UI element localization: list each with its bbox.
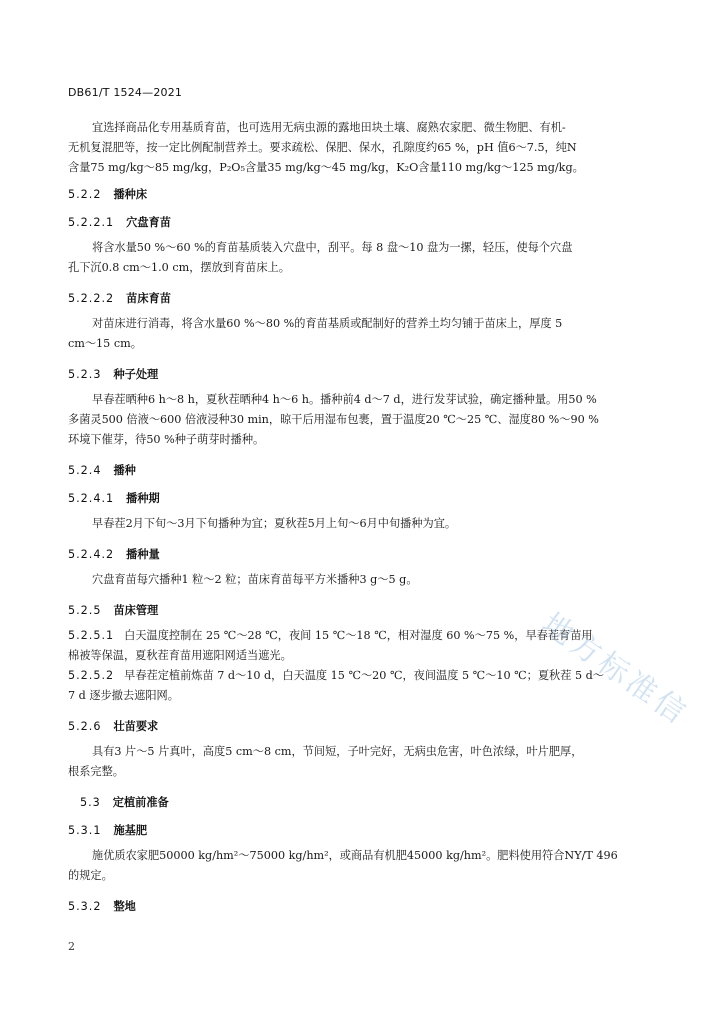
clause-number: 5.2.5.2 (68, 669, 115, 682)
section-number: 5.2.6 (68, 720, 102, 733)
section-title: 穴盘育苗 (126, 216, 171, 229)
section-heading-5-2-4 (68, 462, 136, 478)
paragraph-line: 的规定。 (68, 869, 113, 882)
section-heading-5-2-2 (68, 186, 147, 202)
paragraph-line: cm～15 cm。 (68, 337, 142, 350)
section-heading-5-2-4-1 (68, 490, 160, 506)
paragraph-line: 根系完整。 (68, 765, 124, 778)
paragraph-5-2-4-2 (68, 570, 640, 590)
paragraph-line: 多菌灵500 倍液～600 倍液浸种30 min，晾干后用湿布包裹，置于温度20 ℃～25 ℃、湿度80 %～90 % (68, 413, 599, 426)
intro-line: 无机复混肥等，按一定比例配制营养土。要求疏松、保肥、保水，孔隙度约65 %，pH 值6～7.5，纯N (68, 141, 577, 154)
section-heading-5-2-5 (68, 602, 158, 618)
section-number: 5.3.2 (68, 900, 102, 913)
paragraph-5-2-2-1 (68, 238, 640, 278)
paragraph-line: 具有3 片～5 片真叶，高度5 cm～8 cm，节间短，子叶完好，无病虫危害，叶色浓绿，叶片肥厚， (92, 745, 583, 758)
section-number: 5.2.2.2 (68, 292, 115, 305)
paragraph-5-2-4-1 (68, 514, 640, 534)
paragraph-line: 施优质农家肥50000 kg/hm²～75000 kg/hm²，或商品有机肥45000 kg/hm²。肥料使用符合NY/T 496 (92, 849, 618, 862)
intro-paragraph (68, 118, 640, 178)
section-heading-5-2-6 (68, 718, 158, 734)
section-number: 5.2.4 (68, 464, 102, 477)
section-heading-5-2-2-2 (68, 290, 171, 306)
section-heading-5-3 (80, 794, 169, 810)
section-number: 5.3 (80, 796, 101, 809)
intro-line: 宜选择商品化专用基质育苗，也可选用无病虫源的露地田块土壤、腐熟农家肥、微生物肥、有机- (92, 121, 566, 134)
paragraph-line: 早春茬晒种6 h～8 h，夏秋茬晒种4 h～6 h。播种前4 d～7 d，进行发芽试验，确定播种量。用50 % (92, 393, 597, 406)
paragraph-5-3-1 (68, 846, 640, 886)
clause-number: 5.2.5.1 (68, 629, 115, 642)
section-heading-5-3-1 (68, 822, 147, 838)
paragraph-5-2-2-2 (68, 314, 640, 354)
section-title: 整地 (113, 900, 136, 913)
section-heading-5-2-4-2 (68, 546, 160, 562)
section-heading-5-2-3 (68, 366, 158, 382)
section-title: 施基肥 (113, 824, 148, 837)
section-title: 苗床管理 (113, 604, 159, 617)
document-header-id: DB61/T 1524—2021 (68, 86, 183, 99)
paragraph-line: 早春茬2月下旬～3月下旬播种为宜；夏秋茬5月上旬～6月中旬播种为宜。 (92, 517, 457, 530)
paragraph-5-2-6 (68, 742, 640, 782)
section-number: 5.2.5 (68, 604, 102, 617)
section-title: 播种期 (126, 492, 160, 505)
section-title: 种子处理 (113, 368, 159, 381)
paragraph-line (68, 666, 640, 686)
section-title: 播种床 (113, 188, 148, 201)
watermark: 地方标准信 (535, 606, 695, 733)
section-title: 壮苗要求 (113, 720, 159, 733)
clause-text: 白天温度控制在 25 ℃～28 ℃，夜间 15 ℃～18 ℃，相对湿度 60 %～75 %，早春茬育苗用 (124, 629, 593, 642)
section-heading-5-2-2-1 (68, 214, 171, 230)
section-title: 播种量 (126, 548, 160, 561)
paragraph-line: 环境下催芽，待50 %种子萌芽时播种。 (68, 433, 265, 446)
paragraph-5-2-3 (68, 390, 640, 450)
paragraph-line: 棉被等保温，夏秋茬育苗用遮阳网适当遮光。 (68, 649, 292, 662)
section-title: 苗床育苗 (126, 292, 171, 305)
clause-text: 早春茬定植前炼苗 7 d～10 d，白天温度 15 ℃～20 ℃，夜间温度 5 ℃～10 ℃；夏秋茬 5 d～ (124, 669, 604, 682)
paragraph-line: 将含水量50 %～60 %的育苗基质装入穴盘中，刮平。每 8 盘～10 盘为一摞，轻压，使每个穴盘 (92, 241, 573, 254)
section-number: 5.3.1 (68, 824, 102, 837)
section-title: 播种 (113, 464, 136, 477)
page-number: 2 (68, 940, 75, 953)
section-number: 5.2.4.1 (68, 492, 115, 505)
paragraph-line: 对苗床进行消毒，将含水量60 %～80 %的育苗基质或配制好的营养土均匀铺于苗床上，厚度 5 (92, 317, 563, 330)
section-title: 定植前准备 (112, 796, 169, 809)
section-number: 5.2.2 (68, 188, 102, 201)
section-heading-5-3-2 (68, 898, 136, 914)
paragraph-line: 孔下沉0.8 cm～1.0 cm，摆放到育苗床上。 (68, 261, 290, 274)
paragraph-line: 7 d 逐步撤去遮阳网。 (68, 689, 179, 702)
section-number: 5.2.3 (68, 368, 102, 381)
section-number: 5.2.2.1 (68, 216, 115, 229)
paragraph-line: 穴盘育苗每穴播种1 粒～2 粒；苗床育苗每平方米播种3 g～5 g。 (92, 573, 418, 586)
intro-line: 含量75 mg/kg～85 mg/kg，P₂O₅含量35 mg/kg～45 mg/kg，K₂O含量110 mg/kg～125 mg/kg。 (68, 161, 584, 174)
section-number: 5.2.4.2 (68, 548, 115, 561)
paragraph-5-2-5-2 (68, 666, 640, 706)
